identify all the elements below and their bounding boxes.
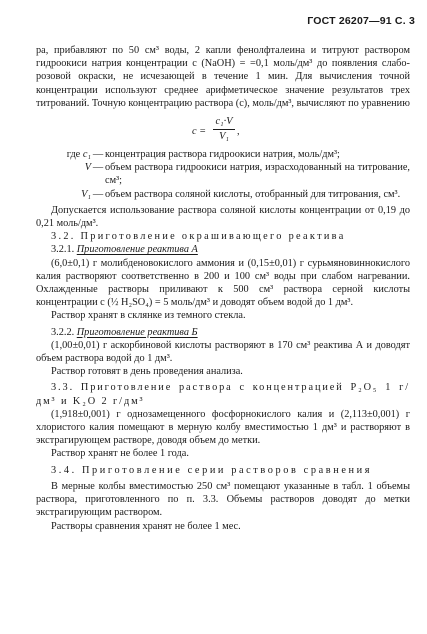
equation-fraction (213, 116, 235, 143)
concentration-equation (36, 116, 410, 146)
definition-dash: — (92, 149, 104, 161)
definition-text: концентрация раствора гидроокиси натрия, моль/дм³; (105, 149, 340, 161)
running-header: ГОСТ 26207—91 С. 3 (307, 15, 415, 27)
definition-row (36, 148, 410, 161)
section-3-4-storage: Растворы сравнения хранят не более 1 мес. (51, 520, 241, 532)
definition-dash: — (92, 188, 104, 200)
section-3-2-1-title: Приготовление реактива А (76, 244, 198, 256)
definition-text: объем раствора соляной кислоты, отобранный для титрования, см³. (105, 188, 401, 200)
section-3-2-1-storage: Раствор хранят в склянке из темного стекла. (51, 310, 246, 322)
equation-numerator: c₁·V (213, 116, 235, 130)
section-3-4-text: В мерные колбы вместимостью 250 см³ помещают указанные в табл. 1 объемы раствора, приготовленного по п. 3.3. Объемы растворов доводят до метки экстрагирующим раствором. (36, 480, 410, 519)
definition-symbol: V₁ (81, 188, 91, 200)
section-3-3-storage: Раствор хранят не более 1 года. (51, 448, 189, 460)
definition-lead: где (66, 149, 81, 161)
section-3-2-2-title: Приготовление реактива Б (76, 326, 198, 338)
section-3-3-text: (1,918±0,001) г однозамещенного фосфорнокислого калия и (2,113±0,001) г хлористого калия помещают в мерную колбу вместимостью 1 дм³ и растворяют в экстрагирующем растворе, доводя объем до метки. (36, 408, 410, 447)
section-3-3-title: 3.3. Приготовление раствора с концентрацией P₂O₅ 1 г/дм³ и K₂O 2 г/дм³ (36, 382, 410, 407)
definition-row (36, 188, 410, 201)
definition-symbol: V (84, 162, 91, 174)
intro-paragraph: ра, прибавляют по 50 см³ воды, 2 капли фенолфталеина и титруют раствором гидроокиси натрия концентрации c (NaOH) = =0,1 моль/дм³ до появления слабо-розовой окраски, не исчезающей в течение 1 мин. Для вычисления точной концентрации используют среднее арифметическое значение результатов трех титрований. Точную концентрацию раствора (c), моль/дм³, вычисляют по уравнению (36, 45, 410, 109)
allowance-paragraph: Допускается использование раствора соляной кислоты концентрации от 0,19 до 0,21 моль/дм³. (36, 204, 410, 230)
definition-symbol (36, 148, 91, 161)
equation-denominator: V₁ (219, 131, 229, 143)
section-3-2-2-storage: Раствор готовят в день проведения анализа. (51, 366, 243, 378)
equation-lhs: c = (192, 126, 207, 138)
section-3-2-title: 3.2. Приготовление окрашивающего реактива (51, 231, 346, 243)
section-3-2-1-number: 3.2.1. (51, 244, 75, 256)
definition-symbol-text: c₁ (82, 149, 91, 161)
section-3-4-title: 3.4. Приготовление серии растворов сравнения (51, 464, 373, 476)
section-3-2-1-heading (36, 243, 410, 256)
section-3-2-2-heading (36, 326, 410, 339)
section-3-2-1-text: (6,0±0,1) г молибденовокислого аммония и (0,15±0,01) г сурьмяновиннокислого калия растворяют соответственно в 200 и 100 см³ воды при слабом нагревании. Охлажденные растворы приливают к 500 см³ раствора серной кислоты концентрации c (½ H₂SO₄) = 5 моль/дм³ и доводят объем водой до 1 дм³. (36, 257, 410, 309)
definition-dash: — (92, 162, 104, 174)
page-body (36, 44, 410, 533)
section-3-2-2-number: 3.2.2. (51, 326, 75, 338)
equation-tail: , (237, 126, 240, 138)
section-3-2-2-text: (1,00±0,01) г аскорбиновой кислоты растворяют в 170 см³ реактива А и доводят объем раствора водой до 1 дм³. (36, 339, 410, 365)
definition-text: объем раствора гидроокиси натрия, израсходованный на титрование, см³; (105, 162, 410, 187)
definition-row (36, 161, 410, 187)
variable-definitions (36, 148, 410, 201)
